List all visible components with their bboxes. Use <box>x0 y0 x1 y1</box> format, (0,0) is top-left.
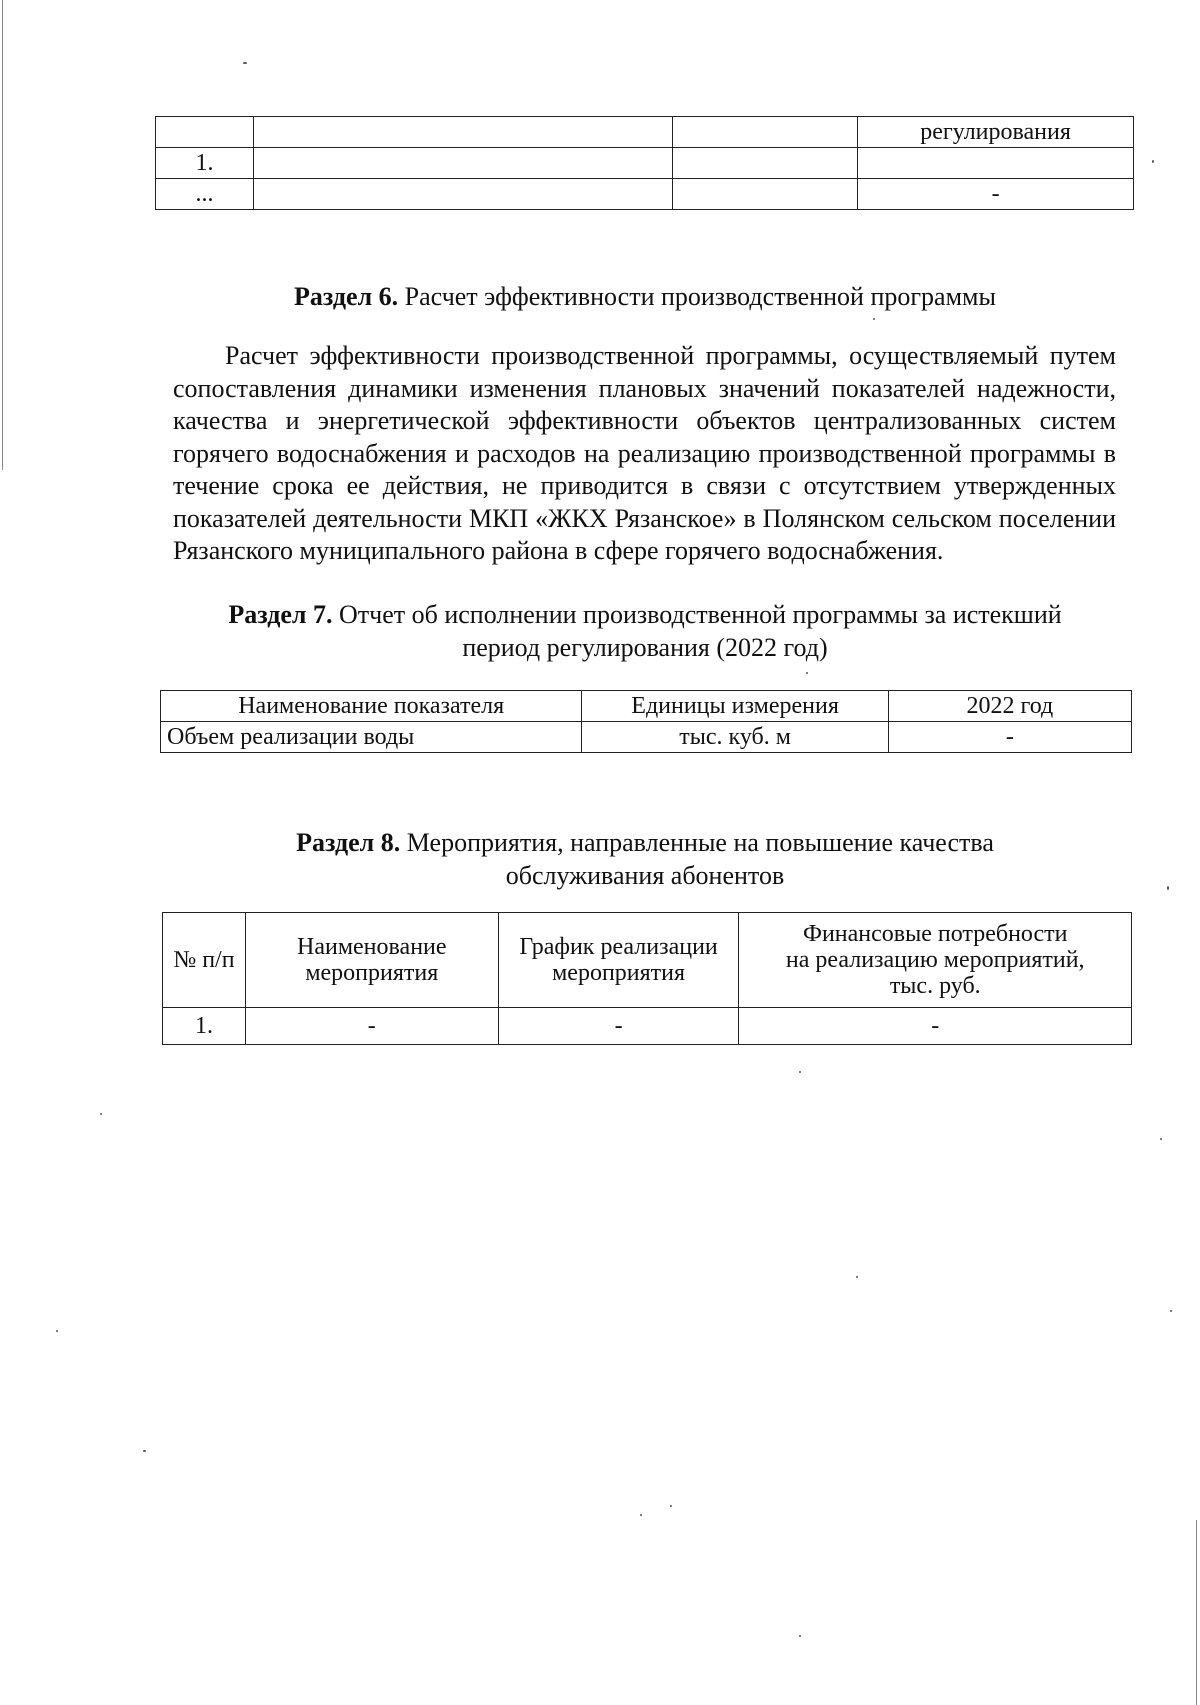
scan-speck <box>1167 886 1169 890</box>
previous-table <box>155 116 1134 210</box>
table-row: ... - <box>156 179 1134 210</box>
indicator-unit: тыс. куб. м <box>582 722 888 753</box>
measure-name: - <box>245 1008 498 1045</box>
scan-speck <box>806 672 808 674</box>
col-header-schedule: График реализации мероприятия <box>498 913 739 1008</box>
scan-speck <box>1160 1138 1162 1140</box>
scan-edge-line <box>2 0 3 470</box>
scan-speck <box>799 1071 801 1073</box>
section7-table <box>160 690 1132 753</box>
section6-paragraph: Расчет эффективности производственной программы, осуществляемый путем сопоставления динамики изменения плановых значений показателей надежности, качества и энергетической эффективности объектов централизованных систем горячего водоснабжения и расходов на реализацию производственной программы в течение срока ее действия, не приводится в связи с отсутствием утвержденных показателей деятельности МКП «ЖКХ Рязанское» в Полянском сельском поселении Рязанского муниципального района в сфере горячего водоснабжения. <box>173 341 1116 565</box>
period-header-cont: регулирования <box>858 117 1134 148</box>
scan-speck <box>100 1113 102 1115</box>
scan-speck <box>799 1635 801 1637</box>
scan-edge-line <box>1196 1520 1197 1705</box>
section8-title-line2: обслуживания абонентов <box>505 861 785 890</box>
col-header-indicator: Наименование показателя <box>161 691 582 722</box>
scan-speck <box>1152 160 1154 163</box>
scan-speck <box>243 62 247 64</box>
section7-label: Раздел 7. <box>228 600 333 629</box>
scan-speck <box>143 1450 146 1452</box>
section7-title-line2: период регулирования (2022 год) <box>462 633 828 662</box>
row-number: 1. <box>163 1008 246 1045</box>
table-row <box>161 722 1132 753</box>
section8-table <box>162 912 1132 1045</box>
scan-speck <box>1170 1310 1172 1312</box>
scan-speck <box>856 1276 858 1278</box>
scan-speck <box>670 1505 672 1507</box>
scan-speck <box>640 1514 642 1516</box>
section6-heading <box>150 280 1140 313</box>
table-row <box>163 1008 1132 1045</box>
row-number: 1. <box>156 148 254 179</box>
col-header-year: 2022 год <box>888 691 1131 722</box>
section8-title-line1: Мероприятия, направленные на повышение качества <box>406 828 994 857</box>
col-header-number: № п/п <box>163 913 246 1008</box>
table-header-row <box>161 691 1132 722</box>
col-header-measure: Наименование мероприятия <box>245 913 498 1008</box>
scan-speck <box>56 1330 58 1332</box>
section8-heading <box>150 826 1140 892</box>
table-header-row <box>156 117 1134 148</box>
indicator-name: Объем реализации воды <box>161 722 582 753</box>
table-row <box>156 148 1134 179</box>
col-header-unit: Единицы измерения <box>582 691 888 722</box>
scan-speck <box>873 318 875 320</box>
table-header-row <box>163 913 1132 1008</box>
measure-finance: - <box>739 1008 1132 1045</box>
indicator-value: - <box>888 722 1131 753</box>
section7-title-line1: Отчет об исполнении производственной программы за истекший <box>338 600 1062 629</box>
section6-title: Расчет эффективности производственной программы <box>404 282 996 311</box>
section6-label: Раздел 6. <box>294 282 399 311</box>
row-number: ... <box>156 179 254 210</box>
col-header-finance: Финансовые потребности на реализацию мероприятий, тыс. руб. <box>739 913 1132 1008</box>
section8-label: Раздел 8. <box>296 828 401 857</box>
section7-heading <box>150 598 1140 664</box>
measure-schedule: - <box>498 1008 739 1045</box>
